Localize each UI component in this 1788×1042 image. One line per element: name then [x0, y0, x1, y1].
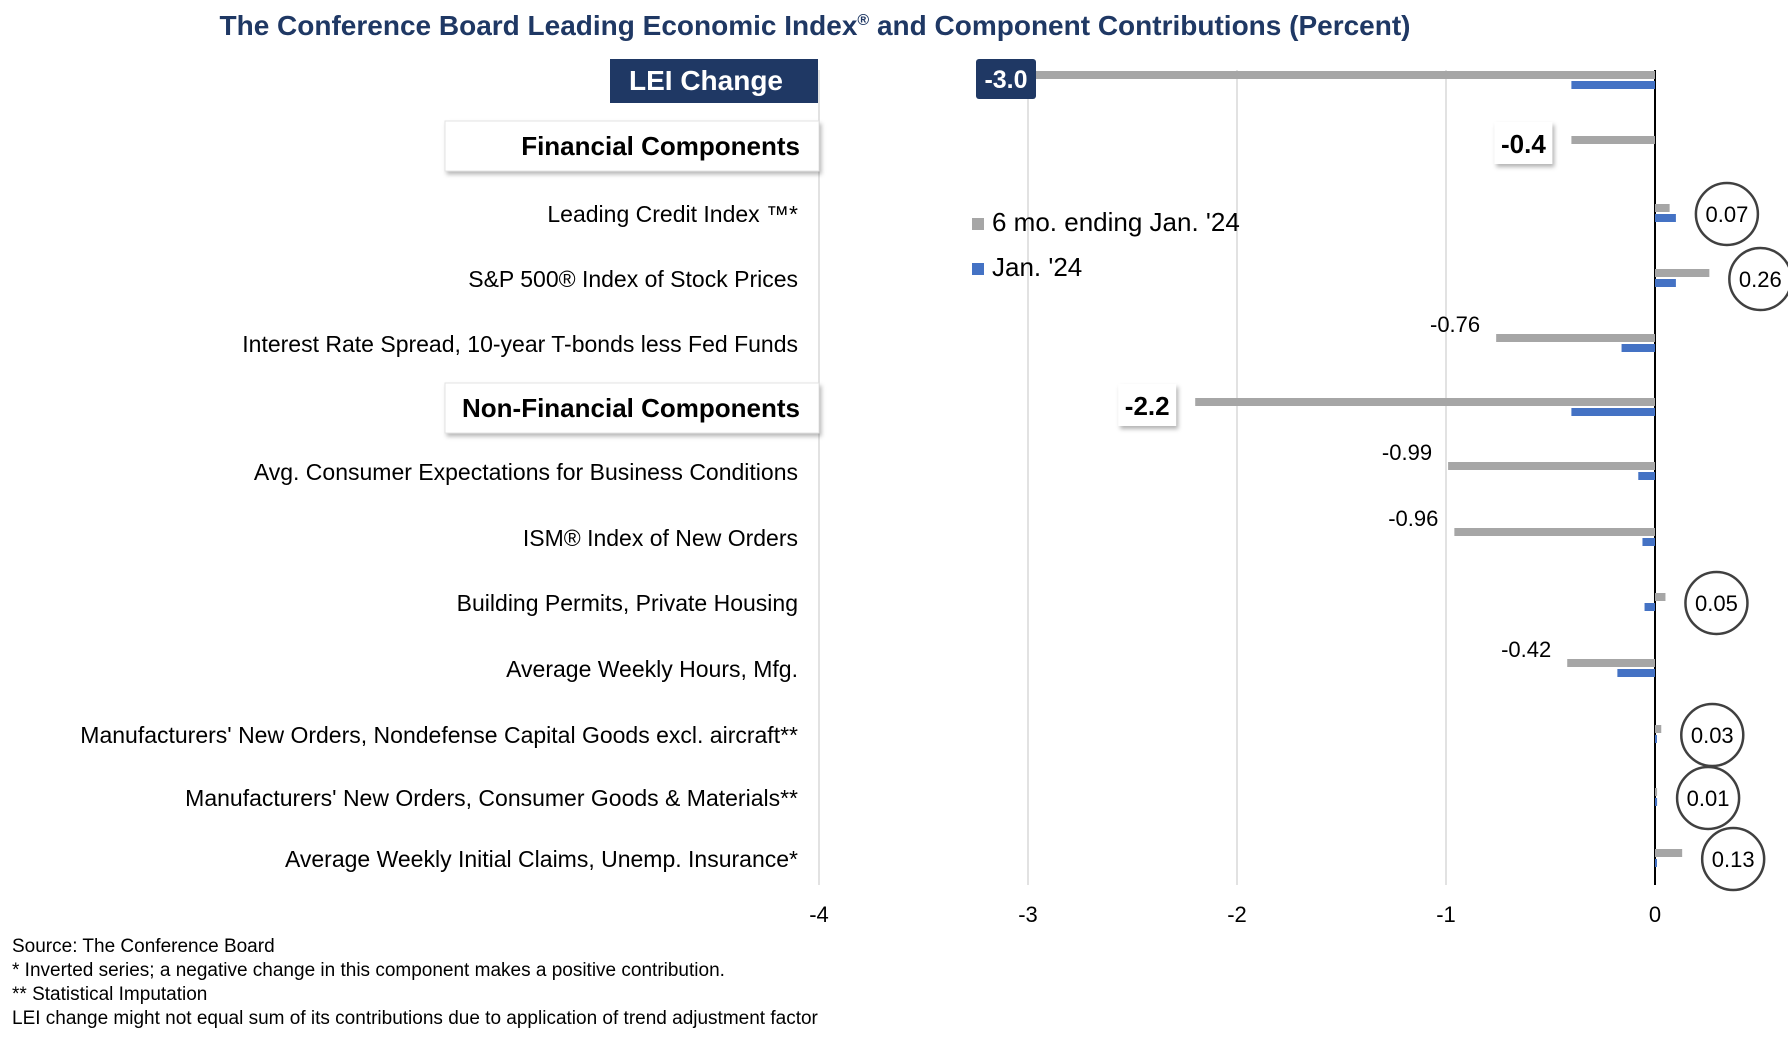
x-tick-label: -2 — [1227, 902, 1247, 927]
bar-six-month-ism-index-of-new-orders — [1454, 528, 1655, 536]
bar-monthly-manufacturers-new-orders-consumer-goods-materials — [1655, 798, 1657, 806]
legend — [972, 207, 1240, 282]
grid-lines — [819, 70, 1655, 885]
bar-six-month-avg-consumer-expectations-for-business-conditions — [1448, 462, 1655, 470]
lei-change-label: LEI Change — [628, 65, 784, 96]
bar-monthly-building-permits-private-housing — [1645, 603, 1655, 611]
data-label: 0.05 — [1695, 591, 1738, 616]
category-label: Average Weekly Initial Claims, Unemp. Insurance* — [284, 846, 798, 872]
data-label: 0.03 — [1690, 723, 1734, 748]
bar-six-month-manufacturers-new-orders-consumer-goods-materials — [1655, 788, 1657, 796]
bar-six-month-average-weekly-hours-mfg — [1567, 659, 1655, 667]
bar-six-month-financial-components — [1571, 136, 1655, 144]
footnotes — [12, 936, 819, 1029]
group-label: Non-Financial Components — [462, 393, 800, 423]
bar-six-month-leading-credit-index — [1655, 204, 1670, 212]
value-labels — [976, 59, 1788, 890]
x-tick-label: -4 — [809, 902, 829, 927]
category-label: Average Weekly Hours, Mfg. — [506, 656, 798, 682]
data-label: -0.96 — [1388, 506, 1439, 531]
bar-monthly-avg-consumer-expectations-for-business-conditions — [1638, 472, 1655, 480]
bar-monthly-lei-change — [1571, 81, 1655, 89]
bar-six-month-manufacturers-new-orders-nondefense-capital-goods-excl-aircraft — [1655, 725, 1661, 733]
group-label: Financial Components — [521, 131, 800, 161]
category-label: Interest Rate Spread, 10-year T-bonds less Fed Funds — [242, 331, 798, 357]
bar-six-month-non-financial-components — [1195, 398, 1655, 406]
footnote: Source: The Conference Board — [12, 936, 275, 957]
title-registered-mark: ® — [857, 12, 870, 29]
bar-monthly-ism-index-of-new-orders — [1642, 538, 1655, 546]
category-label: Building Permits, Private Housing — [456, 590, 798, 616]
bar-six-month-s-p-500-index-of-stock-prices — [1655, 269, 1709, 277]
chart-title: The Conference Board Leading Economic Index® and Component Contributions (Percent) — [219, 10, 1411, 41]
data-label: 0.26 — [1738, 267, 1782, 292]
data-label: 0.01 — [1686, 786, 1730, 811]
bars — [1028, 71, 1709, 867]
footnote: LEI change might not equal sum of its contributions due to application of trend adjustment factor — [12, 1008, 818, 1029]
legend-label: 6 mo. ending Jan. '24 — [992, 207, 1240, 237]
bar-six-month-average-weekly-initial-claims-unemp-insurance — [1655, 849, 1682, 857]
legend-label: Jan. '24 — [992, 252, 1083, 282]
data-label: -0.99 — [1381, 440, 1433, 465]
x-axis — [809, 902, 1661, 927]
bar-monthly-average-weekly-hours-mfg — [1617, 669, 1655, 677]
category-label: Manufacturers' New Orders, Nondefense Capital Goods excl. aircraft** — [80, 722, 798, 748]
bar-monthly-manufacturers-new-orders-nondefense-capital-goods-excl-aircraft — [1655, 735, 1657, 743]
data-label: -0.76 — [1430, 312, 1481, 337]
group-value-label: -2.2 — [1124, 391, 1170, 421]
bar-six-month-interest-rate-spread-10-year-t-bonds-less-fed-funds — [1496, 334, 1655, 342]
data-label: 0.07 — [1705, 202, 1749, 227]
x-tick-label: 0 — [1648, 902, 1662, 927]
lei-value-label: -3.0 — [984, 66, 1028, 94]
group-value-label: -0.4 — [1500, 129, 1546, 159]
category-label: Avg. Consumer Expectations for Business Conditions — [253, 459, 798, 485]
category-label: Leading Credit Index ™* — [547, 201, 798, 227]
legend-swatch — [972, 263, 984, 275]
bar-monthly-leading-credit-index — [1655, 214, 1676, 222]
category-label: ISM® Index of New Orders — [522, 525, 798, 551]
bar-monthly-average-weekly-initial-claims-unemp-insurance — [1655, 859, 1657, 867]
data-label: -0.42 — [1501, 637, 1552, 662]
bar-monthly-s-p-500-index-of-stock-prices — [1655, 279, 1676, 287]
bar-six-month-lei-change — [1028, 71, 1655, 79]
bar-monthly-non-financial-components — [1571, 408, 1655, 416]
category-label: S&P 500® Index of Stock Prices — [468, 266, 798, 292]
data-label: 0.13 — [1711, 847, 1755, 872]
legend-swatch — [972, 218, 984, 230]
footnote: * Inverted series; a negative change in this component makes a positive contribution. — [12, 960, 725, 981]
x-tick-label: -3 — [1018, 902, 1038, 927]
category-label: Manufacturers' New Orders, Consumer Goods & Materials** — [185, 785, 798, 811]
x-tick-label: -1 — [1436, 902, 1456, 927]
footnote: ** Statistical Imputation — [12, 984, 208, 1005]
bar-six-month-building-permits-private-housing — [1655, 593, 1665, 601]
category-labels — [80, 59, 819, 872]
bar-monthly-interest-rate-spread-10-year-t-bonds-less-fed-funds — [1622, 344, 1655, 352]
